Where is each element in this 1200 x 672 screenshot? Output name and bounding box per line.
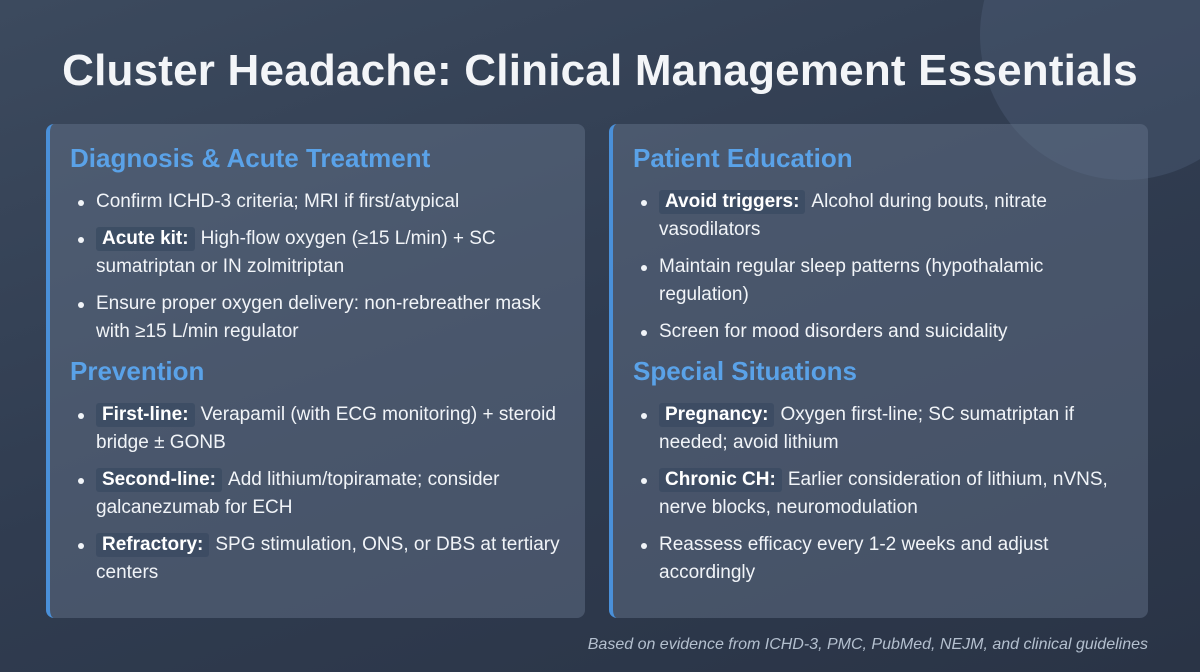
item-tag: Refractory: [96,533,209,557]
list-item [633,188,1128,244]
section-heading-patient-education: Patient Education [633,143,853,173]
item-text: Screen for mood disorders and suicidality [659,321,1008,342]
list-item [633,466,1128,522]
list-item [70,401,565,457]
section-heading-special-situations: Special Situations [633,356,857,386]
section-heading-prevention: Prevention [70,356,205,386]
list-item [633,318,1128,346]
section-heading-diagnosis: Diagnosis & Acute Treatment [70,143,431,173]
patient-education-list [633,188,1128,346]
item-text: Confirm ICHD-3 criteria; MRI if first/atypical [96,191,460,212]
item-tag: Avoid triggers: [659,190,805,214]
item-text: Oxygen first-line; SC sumatriptan if needed; avoid lithium [659,404,1075,453]
item-text: Ensure proper oxygen delivery: non-rebreather mask with ≥15 L/min regulator [96,293,541,342]
list-item [70,466,565,522]
item-text: SPG stimulation, ONS, or DBS at tertiary centers [96,534,560,583]
item-text: Add lithium/topiramate; consider galcanezumab for ECH [96,469,500,518]
source-footnote: Based on evidence from ICHD-3, PMC, PubMed, NEJM, and clinical guidelines [587,636,1148,653]
item-tag: Pregnancy: [659,403,774,427]
item-text: High-flow oxygen (≥15 L/min) + SC sumatriptan or IN zolmitriptan [96,228,496,277]
list-item [633,531,1128,587]
list-item [70,225,565,281]
prevention-list [70,401,565,587]
item-tag: Chronic CH: [659,468,782,492]
item-text: Maintain regular sleep patterns (hypothalamic regulation) [659,256,1044,305]
list-item [633,401,1128,457]
diagnosis-list [70,188,565,346]
item-tag: Acute kit: [96,227,195,251]
right-card [609,124,1148,618]
item-text: Reassess efficacy every 1-2 weeks and adjust accordingly [659,534,1049,583]
left-card [46,124,585,618]
list-item [70,531,565,587]
page-title: Cluster Headache: Clinical Management Essentials [62,46,1138,95]
special-situations-list [633,401,1128,587]
item-text: Alcohol during bouts, nitrate vasodilators [659,191,1047,240]
item-text: Earlier consideration of lithium, nVNS, nerve blocks, neuromodulation [659,469,1108,518]
list-item [70,290,565,346]
list-item [633,253,1128,309]
list-item [70,188,565,216]
item-tag: First-line: [96,403,195,427]
item-text: Verapamil (with ECG monitoring) + steroid bridge ± GONB [96,404,556,453]
item-tag: Second-line: [96,468,222,492]
